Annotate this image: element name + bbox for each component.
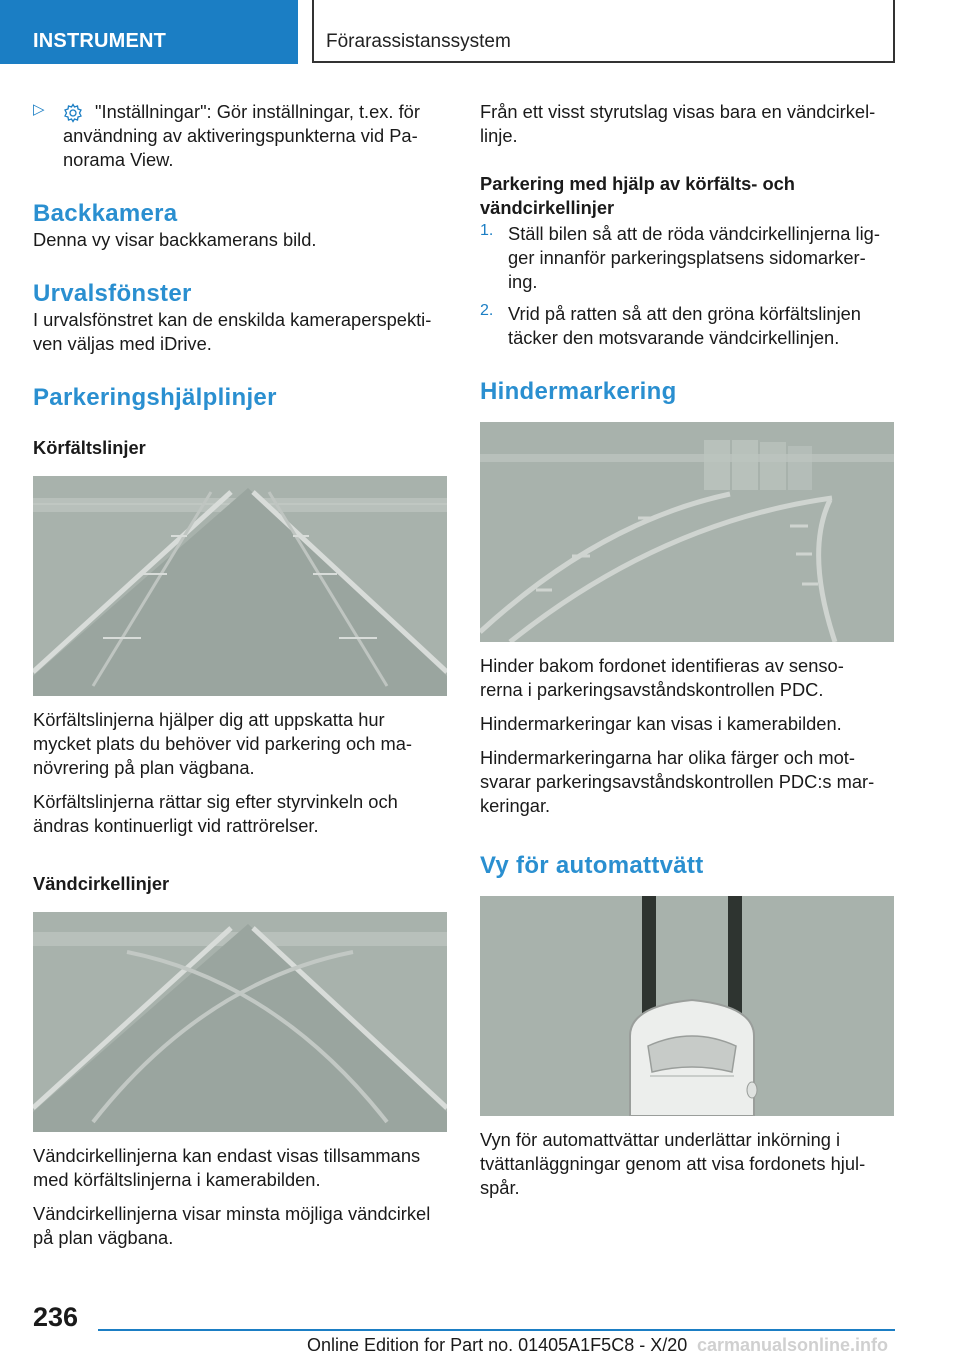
subheading-korfaltslinjer: Körfältslinjer	[33, 437, 146, 458]
obstacle-marking-figure	[480, 422, 894, 642]
settings-bullet	[33, 100, 453, 124]
lane-lines-figure	[33, 476, 447, 696]
heading-parkeringshjalplinjer: Parkeringshjälplinjer	[33, 384, 277, 411]
bullet-line: användning av aktiveringspunkterna vid Pa-	[63, 125, 418, 146]
page-number: 236	[33, 1302, 79, 1332]
chapter-tab	[312, 0, 895, 63]
subheading-vandcirkellinjer: Vändcirkellinjer	[33, 873, 170, 894]
paragraph: Denna vy visar backkamerans bild.	[33, 229, 317, 250]
paragraph: svarar parkeringsavståndskontrollen PDC:s mar-	[480, 771, 875, 792]
paragraph: Vändcirkellinjerna visar minsta möjliga vändcirkel	[33, 1203, 431, 1224]
footer-divider	[98, 1329, 895, 1331]
heading-backkamera: Backkamera	[33, 200, 178, 227]
paragraph: tvättanläggningar genom att visa fordonets hjul-	[480, 1153, 866, 1174]
turning-circle-figure	[33, 912, 447, 1132]
step-number: 2.	[480, 302, 494, 319]
paragraph: Körfältslinjerna rättar sig efter styrvinkeln och	[33, 791, 398, 812]
gear-icon	[63, 103, 83, 123]
chapter-title: Förarassistanssystem	[326, 31, 511, 52]
paragraph: Hinder bakom fordonet identifieras av senso-	[480, 655, 844, 676]
paragraph: Vändcirkellinjerna kan endast visas tillsammans	[33, 1145, 421, 1166]
list-item	[480, 222, 898, 294]
bullet-line: norama View.	[63, 149, 174, 170]
subheading-parkering-hjalp: vändcirkellinjer	[480, 197, 615, 218]
heading-hindermarkering: Hindermarkering	[480, 378, 677, 405]
paragraph: ändras kontinuerligt vid rattrörelser.	[33, 815, 319, 836]
step-line: täcker den motsvarande vändcirkellinjen.	[508, 327, 840, 348]
section-title: INSTRUMENT	[33, 30, 167, 52]
step-line: Ställ bilen så att de röda vändcirkellinjerna lig-	[508, 223, 880, 244]
paragraph: på plan vägbana.	[33, 1227, 174, 1248]
car-wash-view-figure	[480, 896, 894, 1116]
paragraph: Hindermarkeringar kan visas i kamerabilden.	[480, 713, 842, 734]
step-line: Vrid på ratten så att den gröna körfältslinjen	[508, 303, 861, 324]
step-line: ger innanför parkeringsplatsens sidomarker-	[508, 247, 866, 268]
paragraph: Vyn för automattvättar underlättar inkörning i	[480, 1129, 841, 1150]
paragraph: I urvalsfönstret kan de enskilda kameraperspekti-	[33, 309, 432, 330]
paragraph: rerna i parkeringsavståndskontrollen PDC.	[480, 679, 824, 700]
paragraph: növrering på plan vägbana.	[33, 757, 255, 778]
bullet-line: "Inställningar": Gör inställningar, t.ex. för	[95, 101, 420, 122]
right-column	[480, 100, 898, 1200]
paragraph: ven väljas med iDrive.	[33, 333, 212, 354]
subheading-parkering-hjalp: Parkering med hjälp av körfälts- och	[480, 173, 795, 194]
paragraph: Körfältslinjerna hjälper dig att uppskatta hur	[33, 709, 385, 730]
paragraph: spår.	[480, 1177, 520, 1198]
watermark: carmanualsonline.info	[697, 1335, 889, 1355]
paragraph: Hindermarkeringarna har olika färger och mot-	[480, 747, 855, 768]
step-number: 1.	[480, 222, 494, 239]
paragraph: keringar.	[480, 795, 551, 816]
step-line: ing.	[508, 271, 538, 292]
paragraph: med körfältslinjerna i kamerabilden.	[33, 1169, 321, 1190]
paragraph: mycket plats du behöver vid parkering och ma-	[33, 733, 413, 754]
left-column	[33, 100, 453, 1250]
paragraph: Från ett visst styrutslag visas bara en vändcirkel-	[480, 101, 876, 122]
triangle-bullet-icon: ▷	[33, 101, 45, 118]
section-tab	[0, 0, 298, 64]
paragraph: linje.	[480, 125, 518, 146]
heading-urvalsfonster: Urvalsfönster	[33, 280, 192, 307]
heading-automattvatt: Vy för automattvätt	[480, 852, 704, 879]
edition-text: Online Edition for Part no. 01405A1F5C8 - X/20	[307, 1335, 688, 1355]
list-item	[480, 302, 898, 350]
